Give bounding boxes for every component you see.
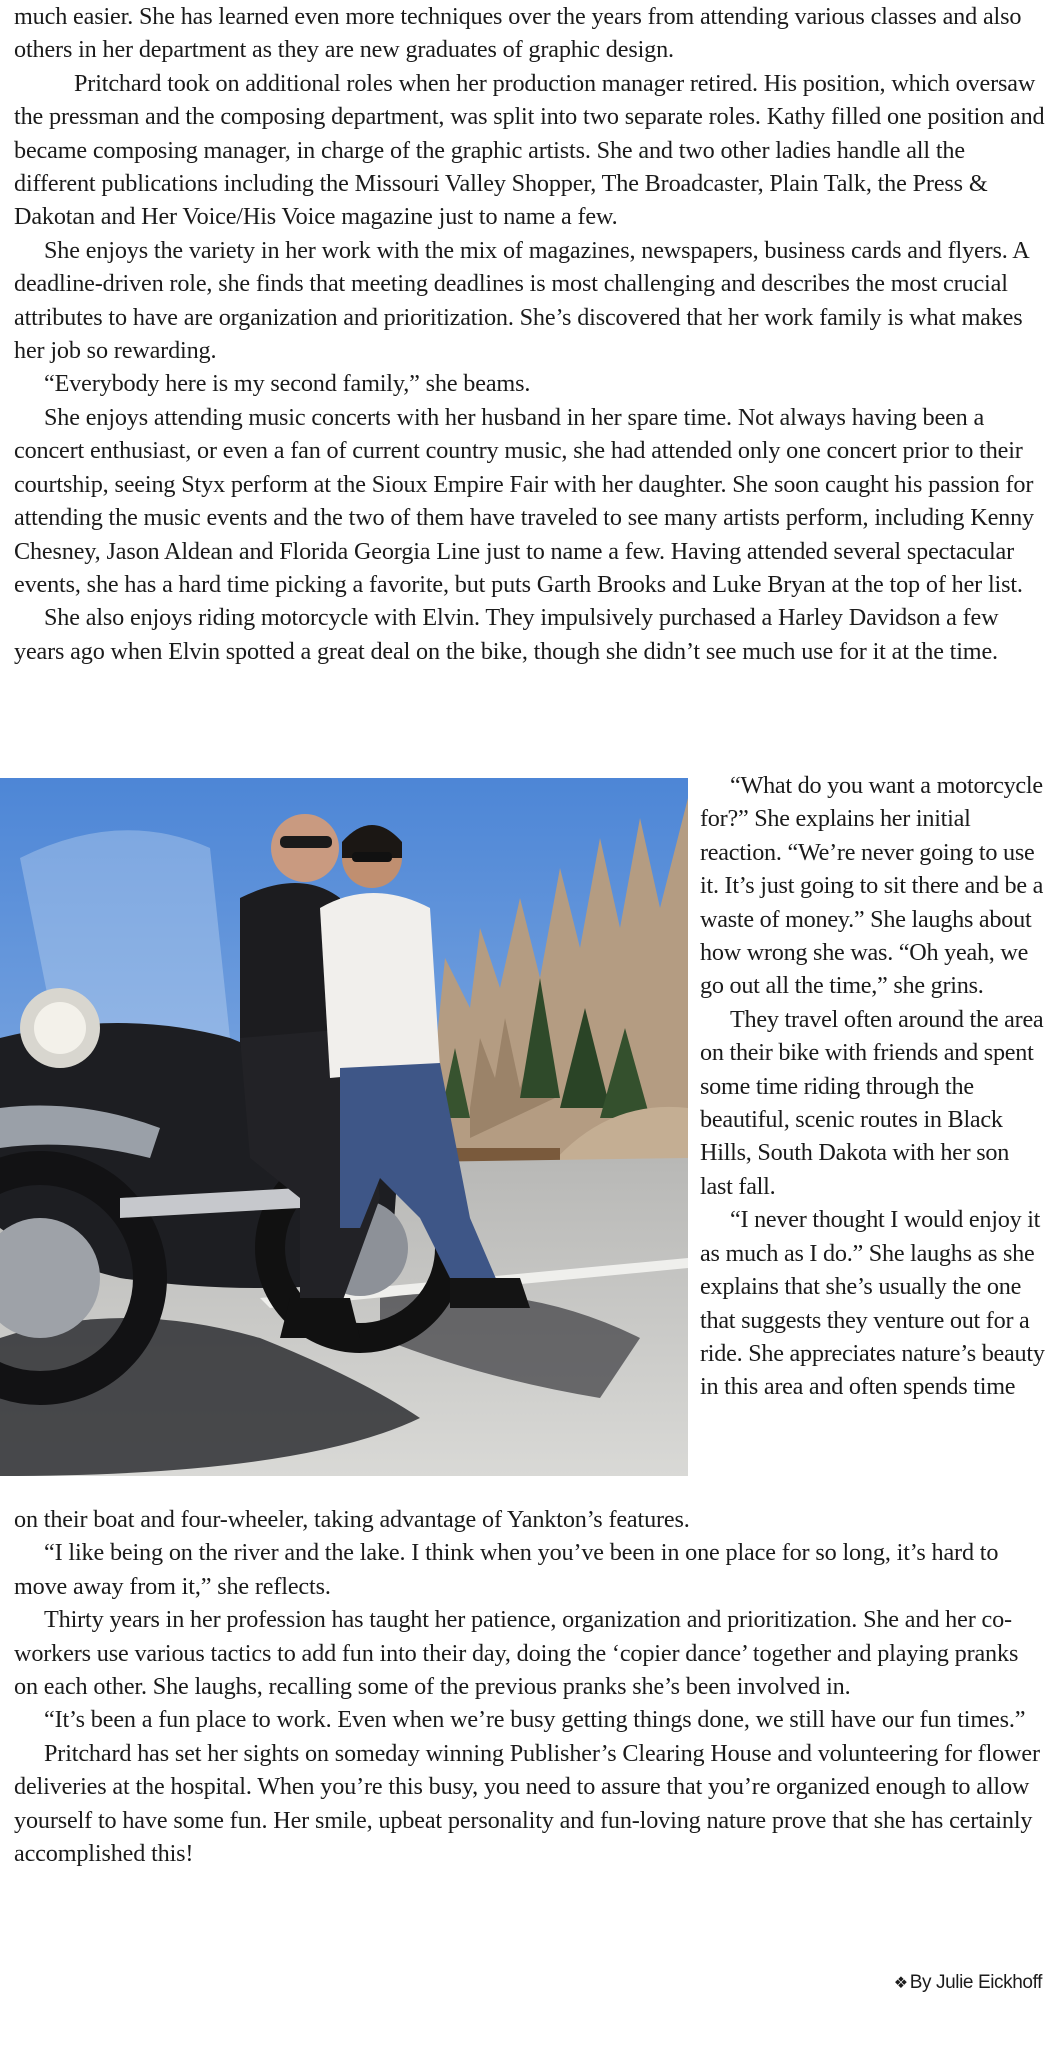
- motorcycle-couple-photo: [0, 778, 688, 1476]
- article-body-side-column: [700, 769, 1046, 1404]
- paragraph: “It’s been a fun place to work. Even when we’re busy getting things done, we still have our fun times.”: [44, 1706, 1026, 1734]
- article-body-top: [14, 0, 1046, 668]
- fleuron-icon: ❖: [893, 1975, 908, 1992]
- paragraph: “I never thought I would enjoy it as much as I do.” She laughs as she explains that she’s usually the one that suggests they venture out for a ride. She appreciates nature’s beauty in this area and often spends time: [700, 1206, 1045, 1401]
- paragraph: She enjoys the variety in her work with the mix of magazines, newspapers, business cards and flyers. A deadline-driven role, she finds that meeting deadlines is most challenging and describes the most crucial attributes to have are organization and prioritization. She’s discovered that her work family is what makes her job so rewarding.: [14, 236, 1029, 365]
- paragraph: “What do you want a motorcycle for?” She explains her initial reaction. “We’re never going to use it. It’s just going to sit there and be a waste of money.” She laughs about how wrong she was. “Oh yeah, we go out all the time,” she grins.: [700, 772, 1044, 1000]
- author-byline: [894, 1972, 1042, 1994]
- paragraph: She enjoys attending music concerts with her husband in her spare time. Not always having been a concert enthusiast, or even a fan of current country music, she had attended only one concert prior to their courtship, seeing Styx perform at the Sioux Empire Fair with her daughter. She soon caught his passion for attending the music events and the two of them have traveled to see many artists perform, including Kenny Chesney, Jason Aldean and Florida Georgia Line just to name a few. Having attended several spectacular events, she has a hard time picking a favorite, but puts Garth Brooks and Luke Bryan at the top of her list.: [14, 403, 1034, 598]
- paragraph: on their boat and four-wheeler, taking advantage of Yankton’s features.: [14, 1506, 690, 1533]
- paragraph: “Everybody here is my second family,” she beams.: [44, 370, 531, 398]
- paragraph: “I like being on the river and the lake. I think when you’ve been in one place for so long, it’s hard to move away from it,” she reflects.: [14, 1539, 999, 1600]
- article-body-bottom: [14, 1503, 1046, 1870]
- paragraph: Thirty years in her profession has taught her patience, organization and prioritization. She and her co-workers use various tactics to add fun into their day, doing the ‘copier dance’ together and playing pranks on each other. She laughs, recalling some of the previous pranks she’s been involved in.: [14, 1606, 1019, 1701]
- paragraph: They travel often around the area on their bike with friends and spent some time riding through the beautiful, scenic routes in Black Hills, South Dakota with her son last fall.: [700, 1005, 1044, 1200]
- paragraph: She also enjoys riding motorcycle with Elvin. They impulsively purchased a Harley Davidson a few years ago when Elvin spotted a great deal on the bike, though she didn’t see much use for it at the time.: [14, 604, 999, 665]
- paragraph: Pritchard took on additional roles when her production manager retired. His position, which oversaw the pressman and the composing department, was split into two separate roles. Kathy filled one position and became composing manager, in charge of the graphic artists. She and two other ladies handle all the different publications including the Missouri Valley Shopper, The Broadcaster, Plain Talk, the Press & Dakotan and Her Voice/His Voice magazine just to name a few.: [14, 69, 1045, 231]
- byline-text: By Julie Eickhoff: [909, 1972, 1042, 1993]
- paragraph: much easier. She has learned even more techniques over the years from attending various classes and also others in her department as they are new graduates of graphic design.: [14, 3, 1022, 64]
- paragraph: Pritchard has set her sights on someday winning Publisher’s Clearing House and volunteering for flower deliveries at the hospital. When you’re this busy, you need to assure that you’re organized enough to allow yourself to have some fun. Her smile, upbeat personality and fun-loving nature prove that she has certainly accomplished this!: [14, 1739, 1040, 1868]
